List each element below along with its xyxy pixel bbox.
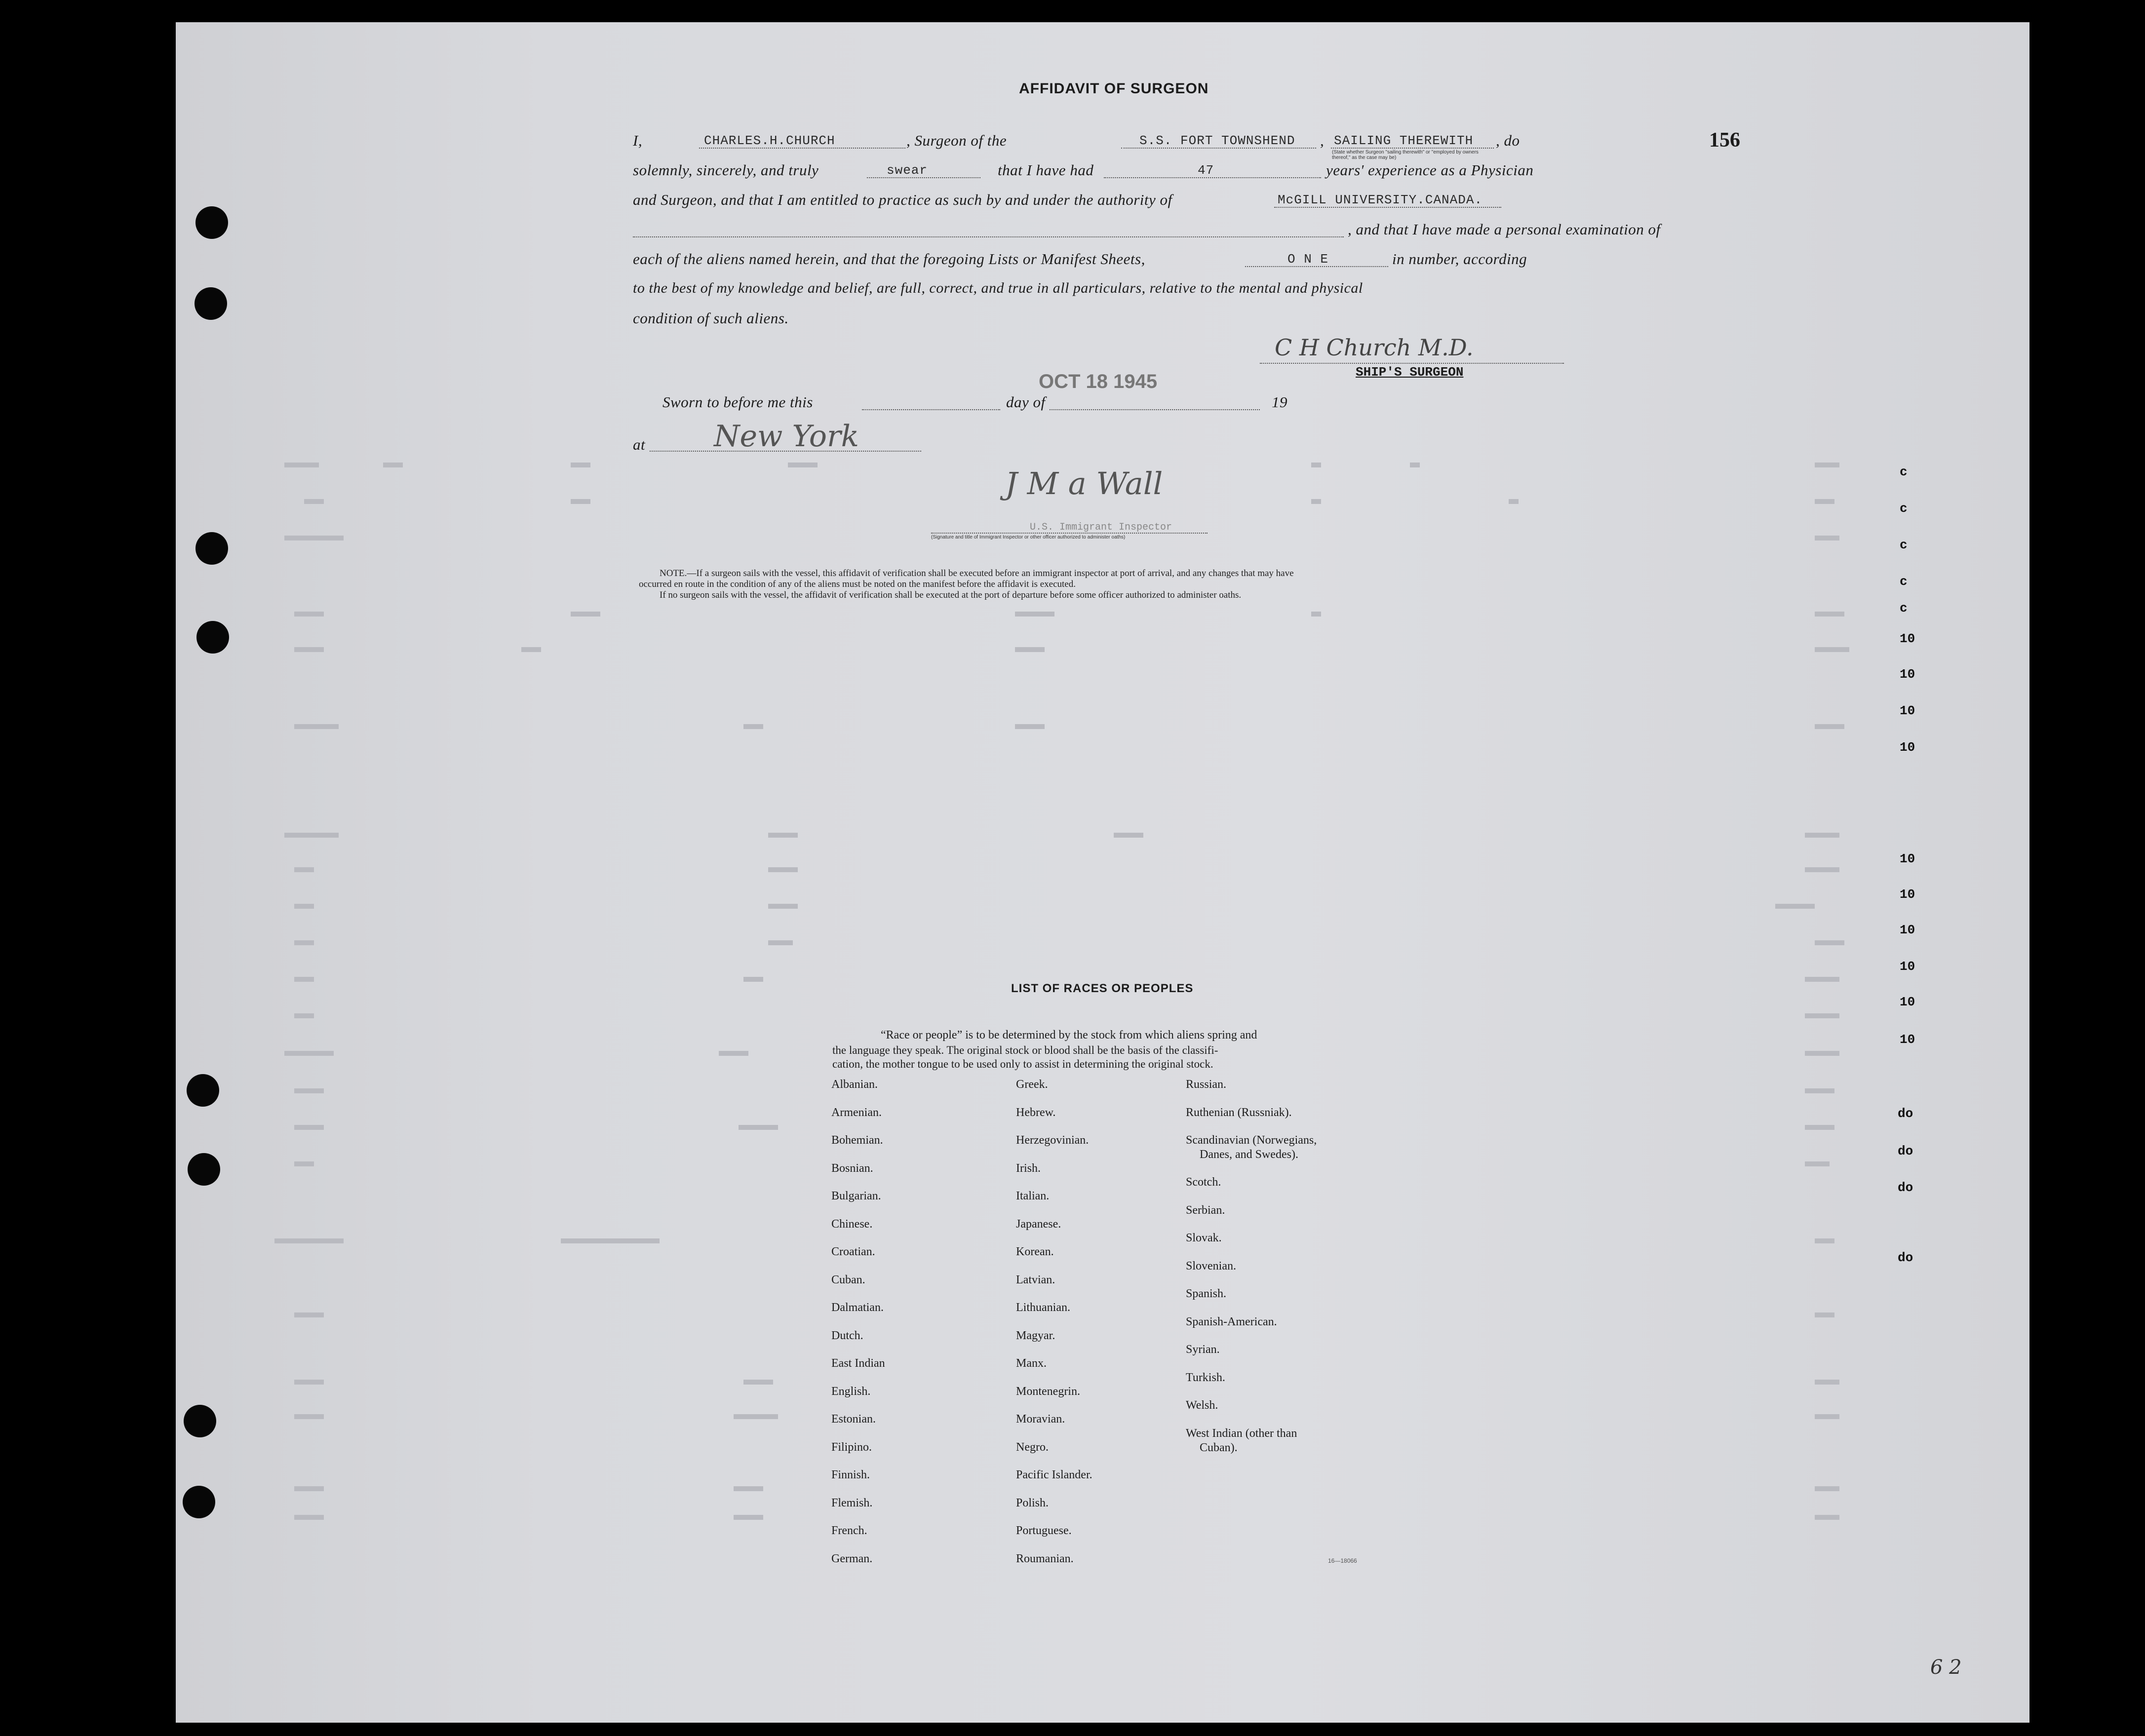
race-item: Filipino.	[831, 1440, 872, 1454]
inspector-title: U.S. Immigrant Inspector	[1030, 522, 1172, 533]
race-item: Dutch.	[831, 1329, 863, 1342]
race-item: Cuban).	[1200, 1441, 1238, 1454]
years-experience: 47	[1198, 163, 1214, 178]
personal-exam-text: , and that I have made a personal examination of	[1348, 221, 1661, 238]
race-item: Scandinavian (Norwegians,	[1186, 1134, 1317, 1147]
race-item: Latvian.	[1016, 1273, 1055, 1286]
note-line-3: If no surgeon sails with the vessel, the affidavit of verification shall be executed at the port of departure before some officer authorized to administer oaths.	[660, 590, 1242, 600]
condition-text: condition of such aliens.	[633, 309, 789, 327]
binder-hole	[196, 621, 229, 654]
races-col-3	[1186, 1071, 1317, 1455]
race-item: Montenegrin.	[1016, 1385, 1080, 1398]
race-item: Serbian.	[1186, 1203, 1225, 1217]
right-mark: c	[1900, 538, 1908, 552]
right-mark: 10	[1900, 740, 1915, 755]
race-item: Pacific Islander.	[1016, 1468, 1092, 1481]
note-line-1: NOTE.—If a surgeon sails with the vessel, this affidavit of verification shall be executed before an immigrant inspector at port of arrival, and any changes that may have	[660, 568, 1294, 579]
race-item: Welsh.	[1186, 1399, 1218, 1412]
right-mark: do	[1898, 1250, 1913, 1265]
right-mark: do	[1898, 1180, 1913, 1195]
race-item: East Indian	[831, 1357, 885, 1370]
best-knowledge-text: to the best of my knowledge and belief, are full, correct, and true in all particulars, relative to the mental and physical	[633, 280, 1363, 296]
race-item: Armenian.	[831, 1106, 882, 1119]
binder-hole	[184, 1405, 216, 1437]
right-mark: 10	[1900, 631, 1915, 646]
at-text: at	[633, 436, 646, 453]
form-number: 16—18066	[1328, 1557, 1357, 1564]
right-mark: do	[1898, 1144, 1913, 1158]
and-surgeon-text: and Surgeon, and that I am entitled to practice as such by and under the authority of	[633, 191, 1172, 208]
ships-surgeon-label: SHIP'S SURGEON	[1356, 365, 1464, 380]
surgeon-name: CHARLES.H.CHURCH	[704, 133, 835, 148]
race-item: Italian.	[1016, 1190, 1050, 1202]
race-item: Ruthenian (Russniak).	[1186, 1106, 1292, 1119]
races-intro-1: “Race or people” is to be determined by the stock from which aliens spring and	[881, 1029, 1257, 1042]
each-alien-text: each of the aliens named herein, and that the foregoing Lists or Manifest Sheets,	[633, 250, 1145, 268]
races-intro-3: cation, the mother tongue to be used only to assist in determining the original stock.	[832, 1058, 1213, 1070]
race-item: Danes, and Swedes).	[1200, 1148, 1298, 1161]
place-handwritten: New York	[714, 419, 859, 454]
races-col-2	[1016, 1071, 1092, 1573]
race-item: Slovak.	[1186, 1232, 1222, 1244]
inspector-signature: J M a Wall	[1005, 465, 1163, 502]
right-mark: 10	[1900, 959, 1915, 974]
race-item: Bosnian.	[831, 1161, 873, 1175]
race-item: Dalmatian.	[831, 1301, 884, 1314]
race-item: Scotch.	[1186, 1176, 1221, 1189]
page-title: AFFIDAVIT OF SURGEON	[1019, 80, 1209, 97]
race-item: Magyar.	[1016, 1329, 1055, 1342]
race-item: Finnish.	[831, 1468, 870, 1481]
binder-hole	[195, 206, 228, 239]
binder-hole	[188, 1153, 220, 1186]
right-mark: 10	[1900, 923, 1915, 937]
oath-type: swear	[887, 163, 928, 178]
date-stamp: OCT 18 1945	[1039, 371, 1158, 392]
right-mark: c	[1900, 501, 1908, 516]
right-mark: 10	[1900, 703, 1915, 718]
ship-name: S.S. FORT TOWNSHEND	[1139, 133, 1295, 148]
race-item: Bulgarian.	[831, 1190, 881, 1202]
right-mark: c	[1900, 464, 1908, 479]
race-item: Polish.	[1016, 1496, 1049, 1509]
binder-hole	[183, 1486, 215, 1518]
race-item: English.	[831, 1385, 871, 1398]
inspector-caption: (Signature and title of Immigrant Inspector or other officer authorized to administer oaths)	[931, 535, 1126, 540]
race-item: Croatian.	[831, 1245, 875, 1258]
race-item: German.	[831, 1552, 873, 1565]
race-item: Moravian.	[1016, 1413, 1065, 1426]
in-number-text: in number, according	[1392, 250, 1527, 268]
race-item: Herzegovinian.	[1016, 1134, 1089, 1147]
race-item: French.	[831, 1524, 867, 1537]
solemnly-text: solemnly, sincerely, and truly	[633, 161, 819, 179]
right-mark: c	[1900, 601, 1908, 616]
sheet-count: O N E	[1287, 252, 1329, 267]
race-item: Russian.	[1186, 1078, 1227, 1091]
authority: McGILL UNIVERSITY.CANADA.	[1278, 193, 1483, 207]
race-item: Bohemian.	[831, 1134, 883, 1147]
races-title: LIST OF RACES OR PEOPLES	[1011, 982, 1194, 995]
race-item: Irish.	[1016, 1161, 1041, 1175]
race-item: Hebrew.	[1016, 1106, 1056, 1119]
race-item: Lithuanian.	[1016, 1301, 1070, 1314]
race-item: Greek.	[1016, 1078, 1048, 1091]
right-mark: 10	[1900, 1032, 1915, 1047]
day-of-text: day of	[1006, 393, 1046, 411]
race-item: Estonian.	[831, 1413, 876, 1426]
race-item: Roumanian.	[1016, 1552, 1074, 1565]
surgeon-of-text: , Surgeon of the	[906, 132, 1007, 149]
sailing-instruction: (State whether Surgeon "sailing therewith" or "employed by owners thereof," as the case may be)	[1332, 150, 1479, 160]
race-item: Syrian.	[1186, 1343, 1220, 1356]
sworn-text: Sworn to before me this	[663, 393, 813, 411]
binder-hole	[187, 1074, 219, 1107]
races-intro-2: the language they speak. The original stock or blood shall be the basis of the classifi-	[832, 1044, 1218, 1056]
race-item: Flemish.	[831, 1496, 873, 1509]
surgeon-signature: C H Church M.D.	[1275, 334, 1474, 361]
race-item: Korean.	[1016, 1245, 1054, 1258]
right-mark: c	[1900, 574, 1908, 589]
page-number: 156	[1709, 129, 1740, 152]
right-mark: 10	[1900, 667, 1915, 682]
right-mark: 10	[1900, 887, 1915, 902]
comma: ,	[1320, 132, 1325, 149]
sailing-status: SAILING THEREWITH	[1334, 133, 1474, 148]
right-mark: 10	[1900, 995, 1915, 1009]
have-had-text: that I have had	[998, 161, 1094, 179]
year-prefix: 19	[1272, 393, 1287, 411]
race-item: Portuguese.	[1016, 1524, 1072, 1537]
bleed-through-rows	[176, 22, 2029, 1723]
binder-hole	[195, 287, 227, 320]
race-item: Turkish.	[1186, 1371, 1225, 1384]
races-col-1	[831, 1071, 885, 1573]
race-item: Spanish.	[1186, 1287, 1227, 1300]
right-mark: 10	[1900, 851, 1915, 866]
binder-hole	[195, 532, 228, 565]
affidavit-i: I,	[633, 132, 643, 149]
race-item: Negro.	[1016, 1440, 1049, 1454]
race-item: Spanish-American.	[1186, 1315, 1277, 1328]
right-mark: do	[1898, 1106, 1913, 1121]
race-item: West Indian (other than	[1186, 1427, 1297, 1440]
note-line-2: occurred en route in the condition of any of the aliens must be noted on the manifest before the affidavit is executed.	[639, 579, 1076, 589]
race-item: Japanese.	[1016, 1217, 1061, 1231]
race-item: Chinese.	[831, 1217, 873, 1231]
affidavit-page	[176, 22, 2029, 1723]
corner-note: 6 2	[1930, 1656, 1962, 1679]
do-text: , do	[1496, 132, 1520, 149]
race-item: Manx.	[1016, 1357, 1047, 1370]
years-text: years' experience as a Physician	[1326, 161, 1534, 179]
race-item: Cuban.	[831, 1273, 865, 1286]
race-item: Slovenian.	[1186, 1259, 1236, 1273]
race-item: Albanian.	[831, 1078, 878, 1091]
